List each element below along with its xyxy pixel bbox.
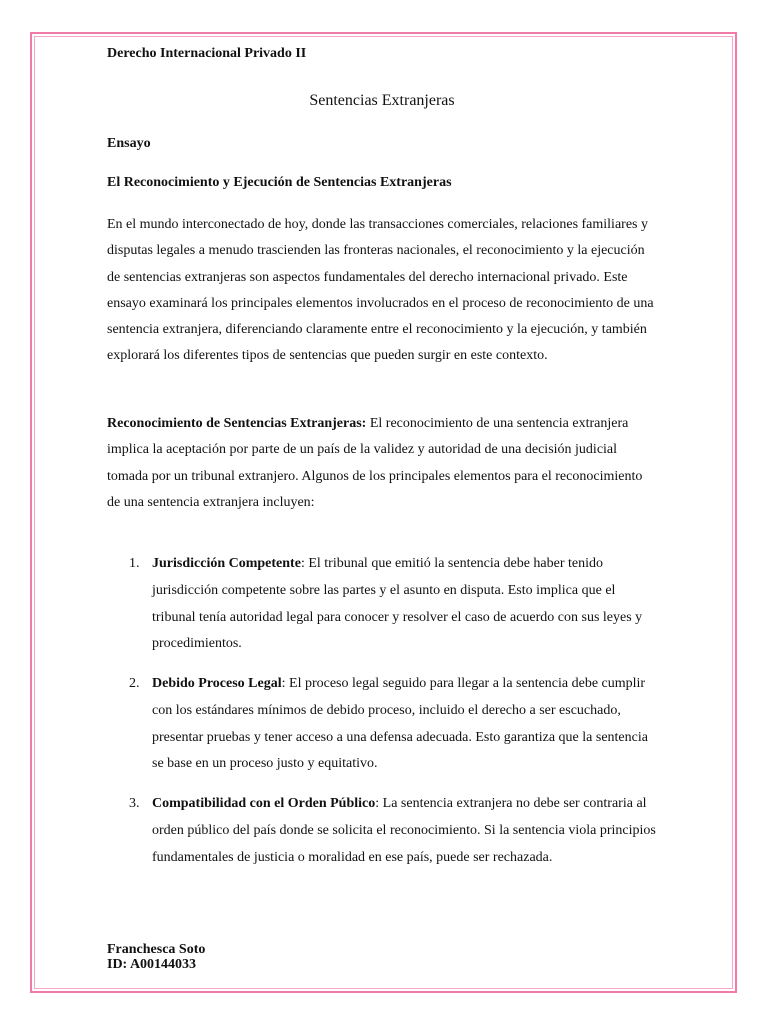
list-item-description: : El tribunal que emitió la sentencia debe haber tenido jurisdicción competente sobre las partes y el asunto en disputa. Esto implica que el tribunal tenía autoridad legal para conocer y resolver el caso de acuerdo con sus leyes y procedimientos.: [152, 556, 643, 652]
footer: [107, 942, 205, 972]
list-item-description: : El proceso legal seguido para llegar a la sentencia debe cumplir con los estándares mínimos de debido proceso, incluido el derecho a ser escuchado, presentar pruebas y tener acceso a una defensa adecuada. Esto garantiza que la sentencia se base en un proceso justo y equitativo.: [152, 676, 648, 772]
list-item-number: 2.: [129, 676, 140, 691]
list-item-term: Jurisdicción Competente: [152, 556, 301, 571]
document-type-label: Ensayo: [107, 136, 151, 151]
list-item-description: : La sentencia extranjera no debe ser contraria al orden público del país donde se solicita el reconocimiento. Si la sentencia viola principios fundamentales de justicia o moralidad en ese país, puede ser rechazada.: [152, 796, 656, 865]
document-content: [107, 44, 657, 972]
student-id: ID: A00144033: [107, 957, 197, 972]
list-item-text: [152, 791, 657, 871]
section-heading: El Reconocimiento y Ejecución de Sentencias Extranjeras: [107, 175, 452, 190]
recognition-lead: Reconocimiento de Sentencias Extranjeras:: [107, 416, 367, 431]
course-header: Derecho Internacional Privado II: [107, 46, 307, 61]
intro-paragraph: En el mundo interconectado de hoy, donde las transacciones comerciales, relaciones familiares y disputas legales a menudo trascienden las fronteras nacionales, el reconocimiento y la ejecución de sentencias extranjeras son aspectos fundamentales del derecho internacional privado. Este ensayo examinará los principales elementos involucrados en el proceso de reconocimiento de una sentencia extranjera, diferenciando claramente entre el reconocimiento y la ejecución, y también explorará los diferentes tipos de sentencias que pueden surgir en este contexto.: [107, 217, 654, 364]
author-name: Franchesca Soto: [107, 942, 206, 957]
list-item-text: [152, 551, 657, 658]
list-item-term: Compatibilidad con el Orden Público: [152, 796, 376, 811]
recognition-paragraph: [107, 411, 657, 516]
list-item-text: [152, 671, 657, 778]
list-item-term: Debido Proceso Legal: [152, 676, 282, 691]
document-title: Sentencias Extranjeras: [309, 92, 455, 109]
list-item-number: 1.: [129, 556, 140, 571]
list-item-number: 3.: [129, 796, 140, 811]
recognition-text: El reconocimiento de una sentencia extranjera implica la aceptación por parte de un país de la validez y autoridad de una decisión judicial tomada por un tribunal extranjero. Algunos de los principales elementos para el reconocimiento de una sentencia extranjera incluyen:: [107, 416, 643, 510]
